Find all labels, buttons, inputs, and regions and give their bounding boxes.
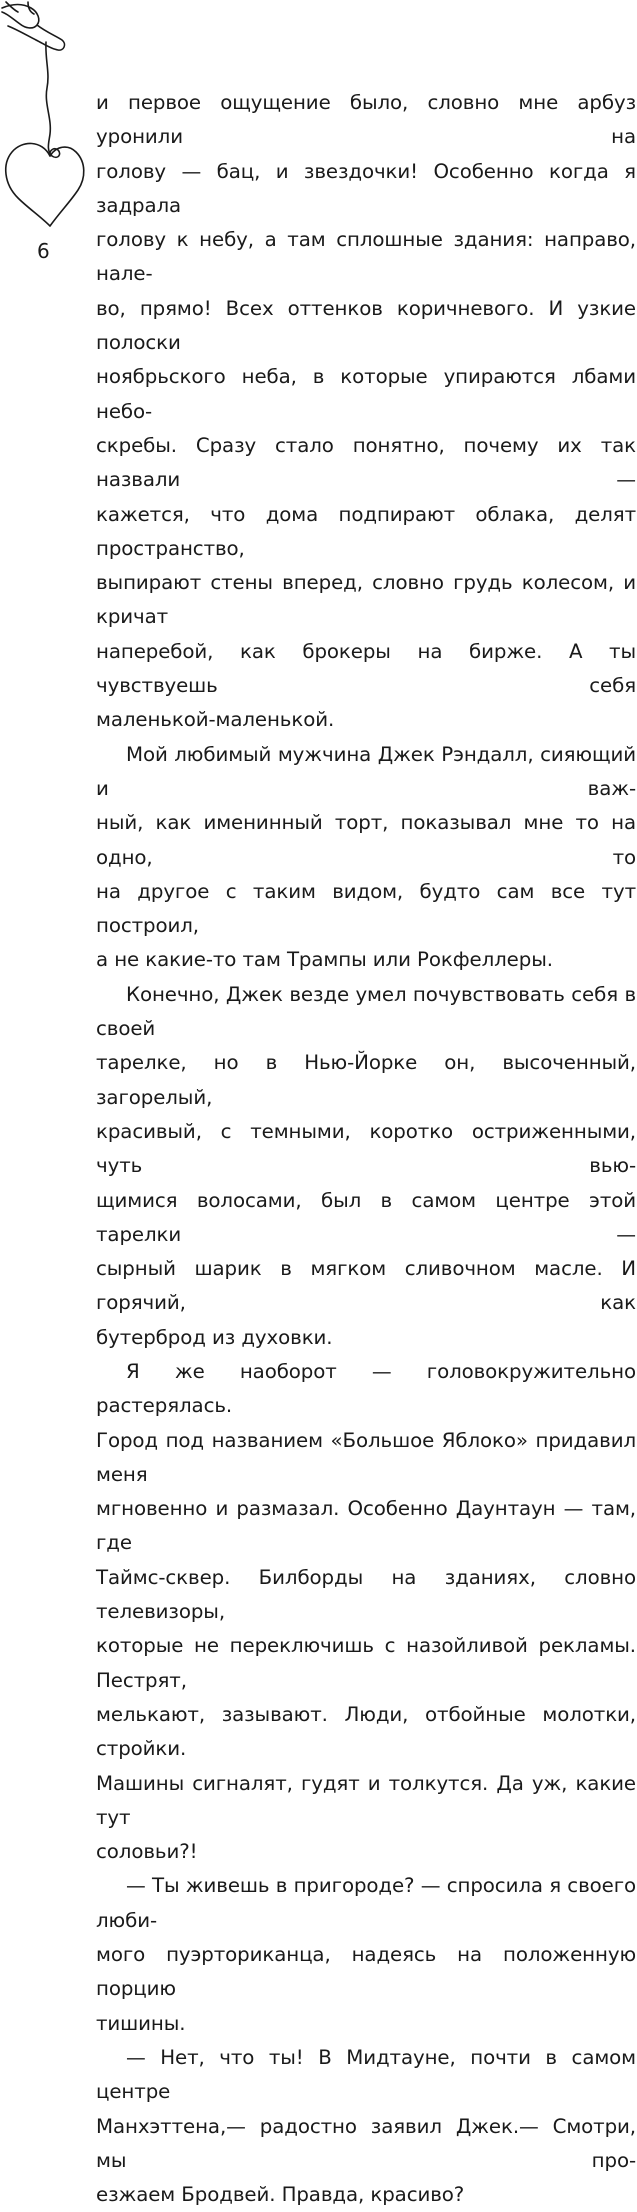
text-line: — Ты живешь в пригороде? — спросила я своего люби- bbox=[96, 1874, 636, 1932]
heart-shape bbox=[6, 143, 84, 226]
text-line: кажется, что дома подпирают облака, делят пространство, bbox=[96, 502, 636, 560]
text-line: тишины. bbox=[96, 2011, 186, 2035]
hand-outline bbox=[2, 5, 65, 50]
text-line: которые не переключишь с назойливой рекламы. Пестрят, bbox=[96, 1634, 636, 1692]
text-line: скребы. Сразу стало понятно, почему их так назвали — bbox=[96, 433, 636, 492]
text-line: ноябрьского неба, в которые упираются лбами небо- bbox=[96, 365, 636, 423]
heart-string-doodle-icon bbox=[0, 0, 100, 230]
text-line: бутерброд из духовки. bbox=[96, 1325, 333, 1349]
text-line: соловьи?! bbox=[96, 1840, 198, 1864]
text-line: ный, как именинный торт, показывал мне то на одно, то bbox=[96, 811, 636, 869]
text-line: мого пуэрториканца, надеясь на положенную порцию bbox=[96, 1943, 636, 2001]
text-line: — Нет, что ты! В Мидтауне, почти в самом центре bbox=[96, 2045, 636, 2104]
text-line: Мой любимый мужчина Джек Рэндалл, сияющий и важ- bbox=[96, 742, 636, 800]
text-line: Я же наоборот — головокружительно растерялась. bbox=[96, 1359, 636, 1418]
page-number: 6 bbox=[37, 239, 50, 263]
text-line: Манхэттена,— радостно заявил Джек.— Смотри, мы про- bbox=[96, 2114, 636, 2172]
text-line: наперебой, как брокеры на бирже. А ты чувствуешь себя bbox=[96, 639, 636, 698]
text-line: выпирают стены вперед, словно грудь колесом, и кричат bbox=[96, 571, 636, 629]
text-line: на другое с таким видом, будто сам все тут построил, bbox=[96, 879, 636, 938]
text-line: щимися волосами, был в самом центре этой тарелки — bbox=[96, 1188, 636, 1246]
text-line: мгновенно и размазал. Особенно Даунтаун — там, где bbox=[96, 1497, 636, 1555]
body-text bbox=[96, 86, 636, 2212]
text-line: Конечно, Джек везде умел почувствовать себя в своей bbox=[96, 982, 636, 1041]
text-line: Таймс-сквер. Билборды на зданиях, словно телевизоры, bbox=[96, 1565, 636, 1624]
text-line: езжаем Бродвей. Правда, красиво? bbox=[96, 2183, 465, 2207]
string-line bbox=[46, 42, 60, 157]
text-line: и первое ощущение было, словно мне арбуз уронили на bbox=[96, 91, 636, 149]
text-line: а не какие-то там Трампы или Рокфеллеры. bbox=[96, 948, 553, 972]
text-line: мелькают, зазывают. Люди, отбойные молотки, стройки. bbox=[96, 1702, 636, 1761]
text-line: во, прямо! Всех оттенков коричневого. И узкие полоски bbox=[96, 296, 636, 355]
text-line: Город под названием «Большое Яблоко» придавил меня bbox=[96, 1428, 636, 1486]
text-line: Машины сигналят, гудят и толкутся. Да уж, какие тут bbox=[96, 1771, 636, 1829]
text-line: тарелке, но в Нью-Йорке он, высоченный, загорелый, bbox=[96, 1051, 636, 1109]
text-line: маленькой-маленькой. bbox=[96, 708, 335, 732]
text-line: голову — бац, и звездочки! Особенно когда я задрала bbox=[96, 159, 636, 217]
text-line: красивый, с темными, коротко остриженными, чуть вью- bbox=[96, 1119, 636, 1178]
text-line: голову к небу, а там сплошные здания: направо, нале- bbox=[96, 228, 636, 286]
text-line: сырный шарик в мягком сливочном масле. И горячий, как bbox=[96, 1257, 636, 1315]
